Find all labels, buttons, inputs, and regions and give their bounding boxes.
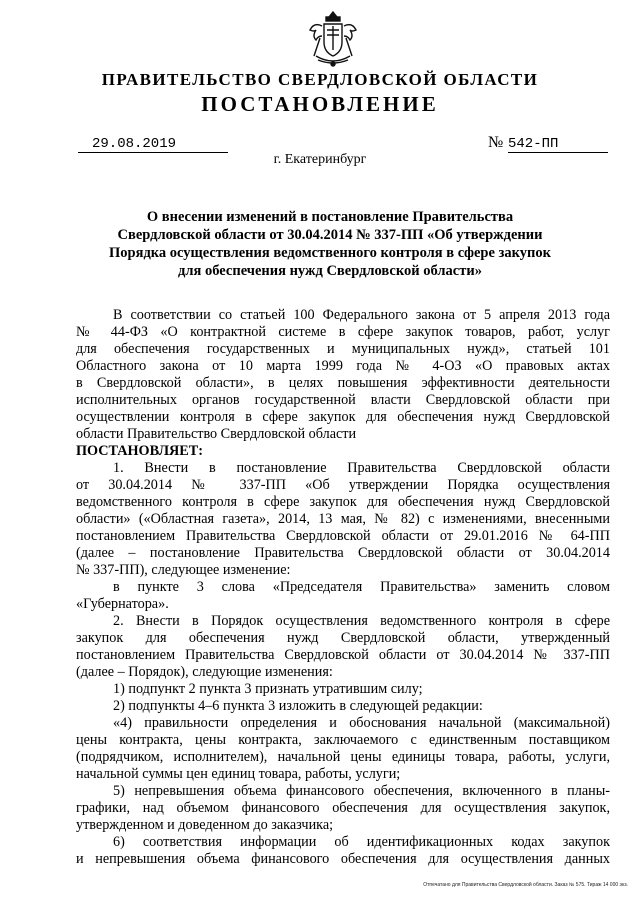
- body-line: 1) подпункт 2 пункта 3 признать утратившим силу;: [113, 681, 423, 697]
- resolves-heading: ПОСТАНОВЛЯЕТ:: [76, 443, 203, 459]
- body-line: «Губернатора».: [76, 596, 169, 612]
- body-line: ведомственного контроля в сфере закупок для обеспечения нужд Свердловской: [76, 494, 610, 510]
- body-line: графики, над объемом финансового обеспечения для осуществления закупок,: [76, 800, 610, 816]
- document-body: [76, 307, 610, 868]
- document-type: ПОСТАНОВЛЕНИЕ: [201, 92, 439, 116]
- body-line: в пункте 3 слова «Председателя Правительства» заменить словом: [113, 579, 610, 595]
- body-line: постановлением Правительства Свердловской области от 30.04.2014 № 337-ПП: [76, 647, 610, 663]
- body-line: и непревышения объема финансового обеспечения для осуществления данных: [76, 851, 610, 867]
- coat-of-arms-icon: [302, 8, 364, 70]
- body-line: исполнительных органов государственной власти Свердловской области при: [76, 392, 610, 408]
- body-line: закупок для обеспечения нужд Свердловской области, утвержденный: [76, 630, 610, 646]
- print-footer: Отпечатано для Правительства Свердловской области. Заказ № 575. Тираж 14 000 экз.: [423, 882, 628, 888]
- body-line: № 44-ФЗ «О контрактной системе в сфере закупок товаров, работ, услуг: [76, 324, 610, 340]
- body-line: от 30.04.2014 № 337-ПП «Об утверждении Порядка осуществления: [76, 477, 610, 493]
- title-line: Свердловской области от 30.04.2014 № 337-ПП «Об утверждении: [117, 227, 543, 243]
- document-title: [80, 208, 580, 280]
- government-name: ПРАВИТЕЛЬСТВО СВЕРДЛОВСКОЙ ОБЛАСТИ: [101, 70, 539, 89]
- body-line: 5) непревышения объема финансового обеспечения, включенного в планы-: [113, 783, 610, 799]
- body-line: постановлением Правительства Свердловской области от 29.01.2016 № 64-ПП: [76, 528, 610, 544]
- body-line: осуществлении контроля в сфере закупок для обеспечения нужд Свердловской: [76, 409, 610, 425]
- body-line: (далее – Порядок), следующие изменения:: [76, 664, 333, 680]
- body-line: В соответствии со статьей 100 Федерального закона от 5 апреля 2013 года: [113, 307, 610, 323]
- body-line: «4) правильности определения и обоснования начальной (максимальной): [113, 715, 610, 731]
- body-line: области Правительство Свердловской области: [76, 426, 357, 442]
- number-sign: №: [488, 134, 504, 151]
- body-line: Областного закона от 10 марта 1999 года № 4-ОЗ «О правовых актах: [76, 358, 610, 374]
- body-line: № 337-ПП), следующее изменение:: [76, 562, 291, 578]
- city: г. Екатеринбург: [273, 152, 367, 167]
- document-date: 29.08.2019: [78, 136, 228, 153]
- body-line: утвержденном и доведенном до заказчика;: [76, 817, 334, 833]
- body-line: цены контракта, цены контракта, заключаемого с единственным поставщиком: [76, 732, 610, 748]
- document-number: 542-ПП: [508, 136, 608, 153]
- body-line: для обеспечения государственных и муниципальных нужд», статьей 101: [76, 341, 610, 357]
- title-line: Порядка осуществления ведомственного контроля в сфере закупок: [109, 245, 551, 261]
- title-line: для обеспечения нужд Свердловской области»: [178, 263, 482, 279]
- body-line: 2. Внести в Порядок осуществления ведомственного контроля в сфере: [113, 613, 610, 629]
- body-line: области» («Областная газета», 2014, 13 мая, № 82) с изменениями, внесенными: [76, 511, 610, 527]
- body-line: (далее – постановление Правительства Свердловской области от 30.04.2014: [76, 545, 610, 561]
- body-line: начальной суммы цен единиц товара, работы, услуги;: [76, 766, 401, 782]
- body-line: (подрядчиком, исполнителем), начальной цены единицы товара, работы, услуги,: [76, 749, 610, 765]
- body-line: 2) подпункты 4–6 пункта 3 изложить в следующей редакции:: [113, 698, 483, 714]
- body-line: в Свердловской области», в целях повышения эффективности деятельности: [76, 375, 610, 391]
- body-line: 6) соответствия информации об идентификационных кодах закупок: [113, 834, 610, 850]
- title-line: О внесении изменений в постановление Правительства: [146, 209, 514, 225]
- body-line: 1. Внести в постановление Правительства Свердловской области: [113, 460, 610, 476]
